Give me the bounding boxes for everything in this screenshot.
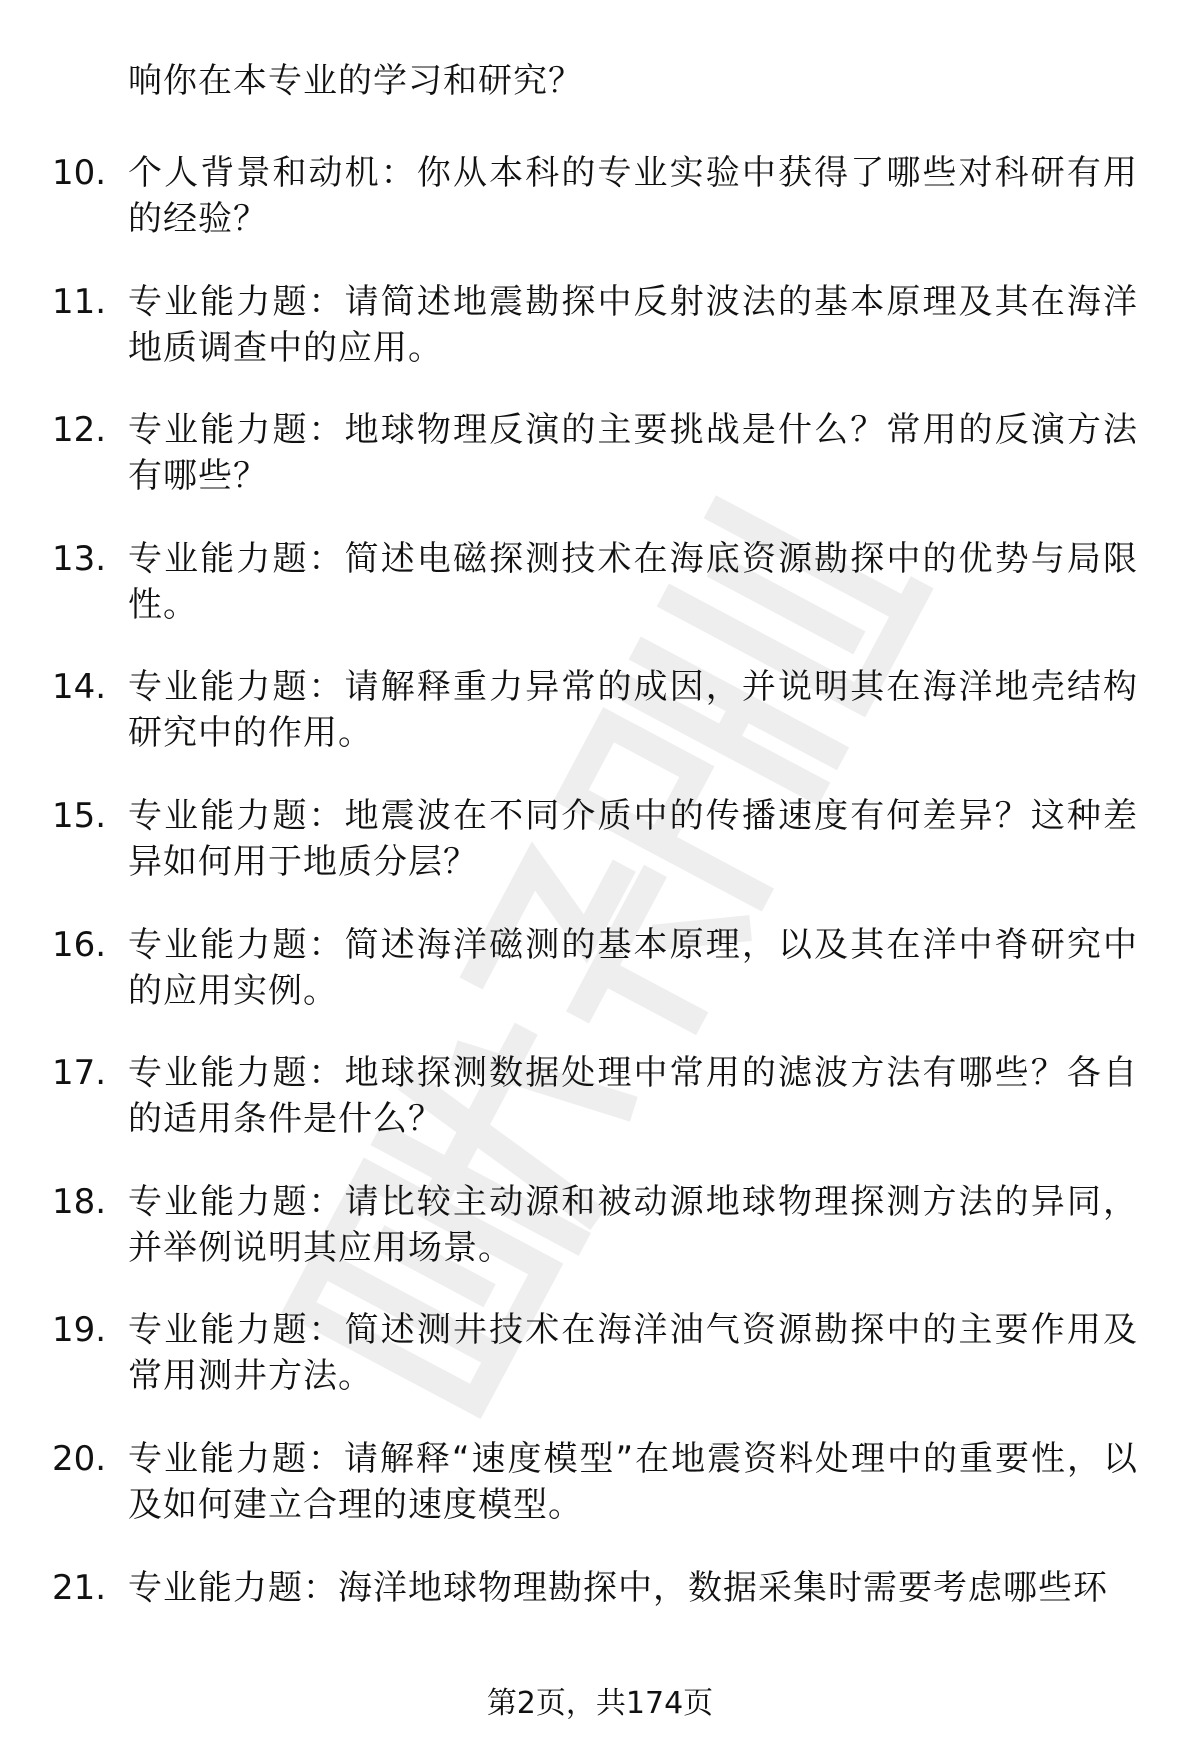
item-text: 专业能力题：请简述地震勘探中反射波法的基本原理及其在海洋地质调查中的应用。 (128, 281, 1138, 368)
item-number: 18. (52, 1181, 107, 1222)
item-text: 专业能力题：地震波在不同介质中的传播速度有何差异？这种差异如何用于地质分层？ (128, 795, 1138, 882)
list-item (0, 1050, 1200, 1179)
list-item (0, 279, 1200, 408)
list-item (0, 664, 1200, 793)
item-number: 16. (52, 924, 107, 965)
item-number: 10. (52, 153, 107, 193)
list-item (0, 793, 1200, 922)
list-item (0, 1565, 1200, 1694)
item-text: 专业能力题：请比较主动源和被动源地球物理探测方法的异同，并举例说明其应用场景。 (128, 1181, 1138, 1268)
list-item (0, 150, 1200, 279)
item-text: 专业能力题：地球探测数据处理中常用的滤波方法有哪些？各自的适用条件是什么？ (128, 1053, 1138, 1140)
list-item (0, 407, 1200, 536)
list-item (0, 1307, 1200, 1436)
item-text: 专业能力题：请解释“速度模型”在地震资料处理中的重要性，以及如何建立合理的速度模型。 (128, 1438, 1138, 1525)
item-text: 专业能力题：简述电磁探测技术在海底资源勘探中的优势与局限性。 (128, 538, 1138, 625)
item-number: 11. (52, 281, 107, 322)
item-number: 15. (52, 795, 107, 836)
page-number-footer: 第2页，共174页 (486, 1686, 714, 1721)
item-number: 20. (52, 1438, 107, 1479)
item-number: 17. (52, 1053, 107, 1094)
item-number: 14. (52, 667, 107, 708)
item-number: 12. (52, 410, 107, 451)
item-text: 个人背景和动机：你从本科的专业实验中获得了哪些对科研有用的经验？ (128, 153, 1138, 239)
item-number: 21. (52, 1567, 107, 1608)
item-text: 专业能力题：地球物理反演的主要挑战是什么？常用的反演方法有哪些？ (128, 410, 1138, 497)
continuation-line: 响你在本专业的学习和研究？ (128, 61, 583, 101)
list-item (0, 536, 1200, 665)
list-item (0, 1436, 1200, 1565)
item-text: 专业能力题：请解释重力异常的成因，并说明其在海洋地壳结构研究中的作用。 (128, 667, 1138, 754)
item-text: 专业能力题：海洋地球物理勘探中，数据采集时需要考虑哪些环 (128, 1567, 1108, 1608)
item-text: 专业能力题：简述海洋磁测的基本原理，以及其在洋中脊研究中的应用实例。 (128, 924, 1138, 1011)
item-number: 13. (52, 538, 107, 579)
list-item (0, 922, 1200, 1051)
list-item (0, 1179, 1200, 1308)
item-number: 19. (52, 1310, 107, 1351)
item-text: 专业能力题：简述测井技术在海洋油气资源勘探中的主要作用及常用测井方法。 (128, 1310, 1138, 1397)
question-list (0, 150, 1200, 1693)
